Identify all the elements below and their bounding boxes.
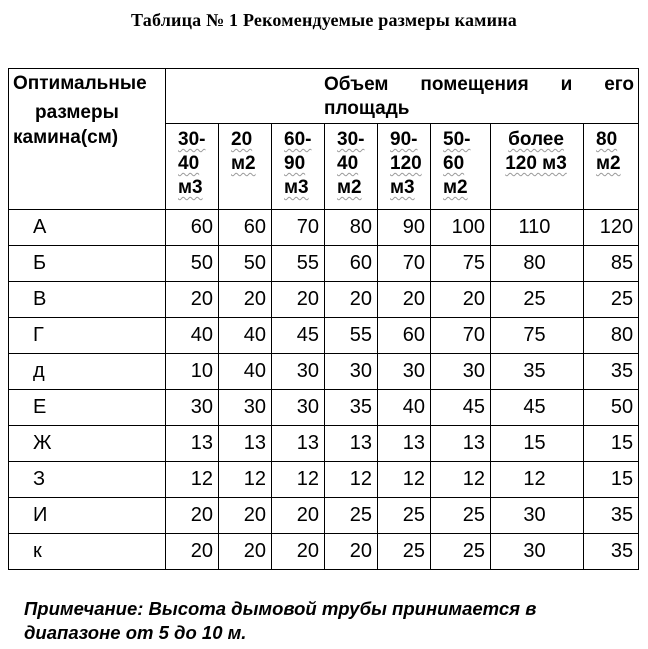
table-cell: 20 — [219, 534, 272, 570]
table-cell: 45 — [272, 318, 325, 354]
column-header-line — [390, 128, 426, 152]
row-label: к — [9, 534, 166, 570]
table-cell: 25 — [431, 498, 491, 534]
table-cell: 20 — [272, 282, 325, 318]
column-header-line — [284, 152, 320, 176]
table-cell: 15 — [584, 426, 639, 462]
table-cell: 35 — [584, 534, 639, 570]
table-cell: 35 — [325, 390, 378, 426]
column-header-text: 60- — [284, 129, 312, 150]
column-header-text: м2 — [337, 177, 362, 198]
table-cell: 50 — [166, 246, 219, 282]
table-cell: 15 — [491, 426, 584, 462]
volume-header — [166, 69, 639, 124]
table-cell: 50 — [584, 390, 639, 426]
column-header-line — [284, 176, 320, 200]
row-label: И — [9, 498, 166, 534]
table-cell: 70 — [431, 318, 491, 354]
fireplace-size-table — [8, 68, 639, 570]
table-cell: 85 — [584, 246, 639, 282]
table-cell: 70 — [272, 210, 325, 246]
column-header-line — [596, 128, 634, 152]
table-cell: 13 — [431, 426, 491, 462]
corner-header — [9, 69, 166, 210]
table-cell: 20 — [219, 282, 272, 318]
corner-line: размеры — [35, 102, 119, 123]
column-header-text: м3 — [390, 177, 415, 198]
column-header-line — [390, 152, 426, 176]
table-cell: 30 — [272, 354, 325, 390]
volume-header-word: Объем — [324, 74, 389, 95]
column-header-text: м2 — [596, 153, 621, 174]
table-cell: 30 — [272, 390, 325, 426]
table-cell: 12 — [378, 462, 431, 498]
table-cell: 60 — [166, 210, 219, 246]
table-cell: 12 — [431, 462, 491, 498]
table-cell: 10 — [166, 354, 219, 390]
column-header-line — [596, 152, 634, 176]
column-header-line — [493, 152, 579, 176]
table-cell: 55 — [325, 318, 378, 354]
table-cell: 110 — [491, 210, 584, 246]
row-label: Б — [9, 246, 166, 282]
column-header-line — [337, 176, 373, 200]
table-cell: 20 — [378, 282, 431, 318]
table-cell: 120 — [584, 210, 639, 246]
table-row — [9, 354, 639, 390]
column-header — [272, 124, 325, 210]
column-header — [325, 124, 378, 210]
table-cell: 25 — [491, 282, 584, 318]
column-header-text: 90- — [390, 129, 418, 150]
column-header — [378, 124, 431, 210]
table-cell: 20 — [431, 282, 491, 318]
table-cell: 60 — [378, 318, 431, 354]
column-header-text: 20 — [231, 129, 253, 150]
column-header-text: 40 — [337, 153, 359, 174]
table-cell: 40 — [219, 318, 272, 354]
column-header-text: 30- — [337, 129, 365, 150]
column-header-text: 50-60 — [443, 129, 471, 174]
table-row — [9, 534, 639, 570]
volume-header-line: площадь — [324, 98, 410, 119]
table-row — [9, 498, 639, 534]
table-cell: 15 — [584, 462, 639, 498]
column-header-line — [493, 128, 579, 152]
table-cell: 20 — [166, 498, 219, 534]
column-header — [166, 124, 219, 210]
table-cell: 50 — [219, 246, 272, 282]
column-header-line — [178, 152, 214, 176]
row-label: В — [9, 282, 166, 318]
table-cell: 30 — [431, 354, 491, 390]
table-cell: 75 — [491, 318, 584, 354]
table-cell: 80 — [491, 246, 584, 282]
column-header-text: 120 м3 — [505, 153, 567, 174]
volume-header-word: помещения — [420, 74, 529, 95]
table-cell: 35 — [491, 354, 584, 390]
table-cell: 13 — [272, 426, 325, 462]
column-header-line — [178, 176, 214, 200]
column-header — [431, 124, 491, 210]
table-cell: 20 — [272, 498, 325, 534]
table-cell: 25 — [431, 534, 491, 570]
table-cell: 12 — [325, 462, 378, 498]
column-header-line — [443, 128, 486, 176]
column-header — [491, 124, 584, 210]
column-header-text: 120 — [390, 153, 422, 174]
table-cell: 25 — [325, 498, 378, 534]
column-header-text: м2 — [231, 153, 256, 174]
table-cell: 25 — [378, 498, 431, 534]
column-header-line — [231, 128, 267, 152]
table-cell: 45 — [491, 390, 584, 426]
table-row — [9, 426, 639, 462]
volume-header-word: его — [604, 74, 635, 95]
table-cell: 80 — [325, 210, 378, 246]
column-header-line — [337, 152, 373, 176]
column-header-text: м2 — [443, 177, 468, 198]
table-cell: 35 — [584, 498, 639, 534]
row-label: Ж — [9, 426, 166, 462]
table-cell: 40 — [378, 390, 431, 426]
column-header-text: 90 — [284, 153, 306, 174]
table-cell: 13 — [378, 426, 431, 462]
table-cell: 35 — [584, 354, 639, 390]
row-label: д — [9, 354, 166, 390]
table-cell: 13 — [325, 426, 378, 462]
table-cell: 30 — [491, 534, 584, 570]
table-cell: 80 — [584, 318, 639, 354]
corner-line: камина(см) — [13, 127, 119, 148]
table-title: Таблица № 1 Рекомендуемые размеры камина — [131, 10, 517, 30]
table-cell: 25 — [584, 282, 639, 318]
table-cell: 45 — [431, 390, 491, 426]
column-header-line — [284, 128, 320, 152]
column-header-line — [443, 176, 486, 200]
table-cell: 20 — [325, 534, 378, 570]
column-header-line — [231, 152, 267, 176]
row-label: Г — [9, 318, 166, 354]
table-cell: 30 — [325, 354, 378, 390]
table-cell: 100 — [431, 210, 491, 246]
table-cell: 30 — [219, 390, 272, 426]
column-header-text: м3 — [178, 177, 203, 198]
table-cell: 20 — [166, 282, 219, 318]
column-header-line — [390, 176, 426, 200]
table-row — [9, 282, 639, 318]
table-cell: 20 — [325, 282, 378, 318]
table-cell: 55 — [272, 246, 325, 282]
volume-header-line — [324, 73, 634, 97]
table-cell: 20 — [166, 534, 219, 570]
table-cell: 40 — [219, 354, 272, 390]
table-cell: 12 — [491, 462, 584, 498]
column-header — [584, 124, 639, 210]
table-cell: 13 — [166, 426, 219, 462]
volume-header-word: и — [560, 74, 573, 95]
table-row — [9, 246, 639, 282]
column-header-text: 30- — [178, 129, 206, 150]
row-label: Е — [9, 390, 166, 426]
column-header-text: более — [508, 129, 564, 150]
table-cell: 40 — [166, 318, 219, 354]
table-cell: 60 — [325, 246, 378, 282]
footnote: Примечание: Высота дымовой трубы принимается в диапазоне от 5 до 10 м. — [24, 598, 537, 643]
table-cell: 70 — [378, 246, 431, 282]
table-cell: 30 — [378, 354, 431, 390]
row-label: З — [9, 462, 166, 498]
table-cell: 30 — [491, 498, 584, 534]
column-header — [219, 124, 272, 210]
table-cell: 12 — [219, 462, 272, 498]
table-row — [9, 462, 639, 498]
table-row — [9, 318, 639, 354]
table-row — [9, 390, 639, 426]
column-header-text: м3 — [284, 177, 309, 198]
column-header-text: 80 — [596, 129, 618, 150]
table-cell: 30 — [166, 390, 219, 426]
table-cell: 60 — [219, 210, 272, 246]
table-cell: 25 — [378, 534, 431, 570]
table-cell: 75 — [431, 246, 491, 282]
table-cell: 13 — [219, 426, 272, 462]
table-body — [9, 210, 639, 570]
column-header-line — [178, 128, 214, 152]
table-row — [9, 210, 639, 246]
column-header-text: 40 — [178, 153, 200, 174]
table-cell: 12 — [166, 462, 219, 498]
table-cell: 90 — [378, 210, 431, 246]
table-cell: 20 — [219, 498, 272, 534]
table-cell: 20 — [272, 534, 325, 570]
row-label: А — [9, 210, 166, 246]
table-cell: 12 — [272, 462, 325, 498]
column-header-line — [337, 128, 373, 152]
corner-line: Оптимальные — [13, 73, 147, 94]
